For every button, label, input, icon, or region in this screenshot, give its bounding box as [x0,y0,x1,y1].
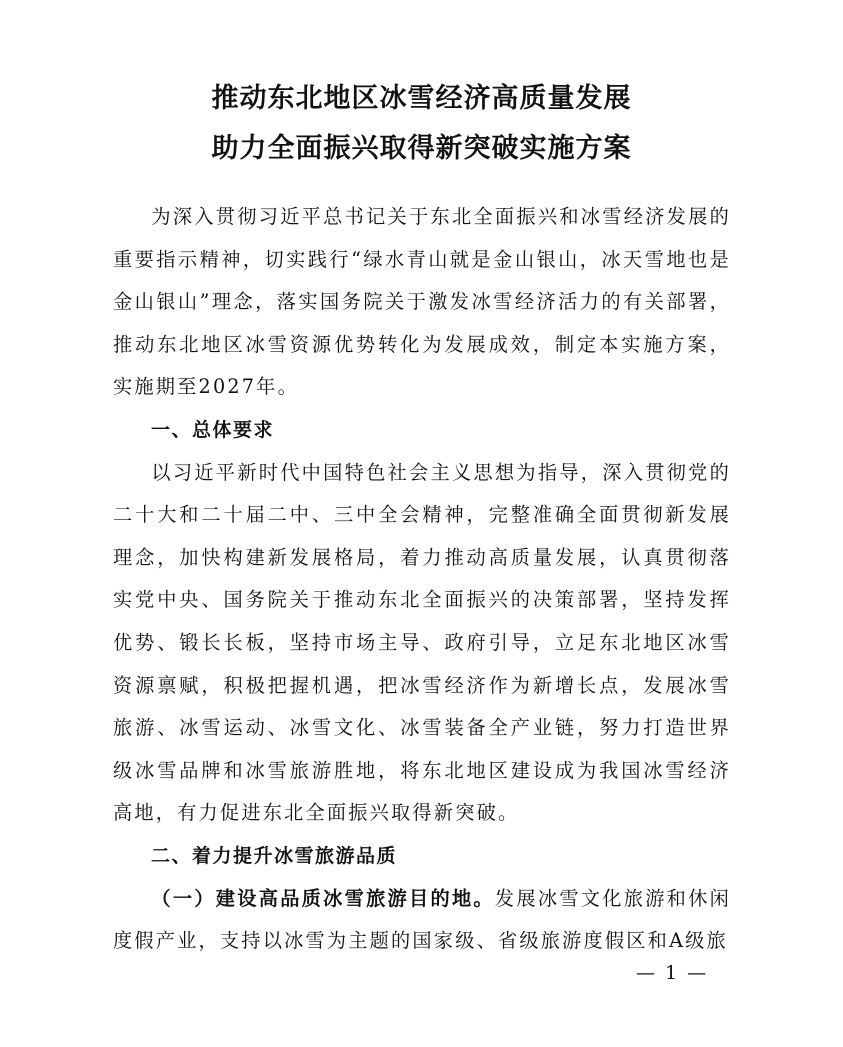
subsection1-paragraph [113,878,731,963]
document-title-line2: 助力全面振兴取得新突破实施方案 [211,133,632,164]
subsection1-lead: （一）建设高品质冰雪旅游目的地。 [151,886,495,910]
section1-heading: 一、总体要求 [151,418,275,441]
page-number: — 1 — [636,962,709,984]
section1-paragraph: 以习近平新时代中国特色社会主义思想为指导，深入贯彻党的二十大和二十届二中、三中全会精神，完整准确全面贯彻新发展理念，加快构建新发展格局，着力推动高质量发展，认真贯彻落实党中央、国务院关于推动东北全面振兴的决策部署，坚持发挥优势、锻长长板，坚持市场主导、政府引导，立足东北地区冰雪资源禀赋，积极把握机遇，把冰雪经济作为新增长点，发展冰雪旅游、冰雪运动、冰雪文化、冰雪装备全产业链，努力打造世界级冰雪品牌和冰雪旅游胜地，将东北地区建设成为我国冰雪经济高地，有力促进东北全面振兴取得新突破。 [113,460,731,825]
section2-heading: 二、着力提升冰雪旅游品质 [151,844,398,867]
document-body [113,196,731,963]
document-title-line1: 推动东北地区冰雪经济高质量发展 [211,83,632,114]
intro-paragraph: 为深入贯彻习近平总书记关于东北全面振兴和冰雪经济发展的重要指示精神，切实践行“绿水青山就是金山银山，冰天雪地也是金山银山”理念，落实国务院关于激发冰雪经济活力的有关部署，推动东北地区冰雪资源优势转化为发展成效，制定本实施方案，实施期至2027年。 [113,205,731,399]
subsection1-text: 发展冰雪文化旅游和休闲度假产业，支持以冰雪为主题的国家级、省级旅游度假区和A级旅 [113,886,732,953]
